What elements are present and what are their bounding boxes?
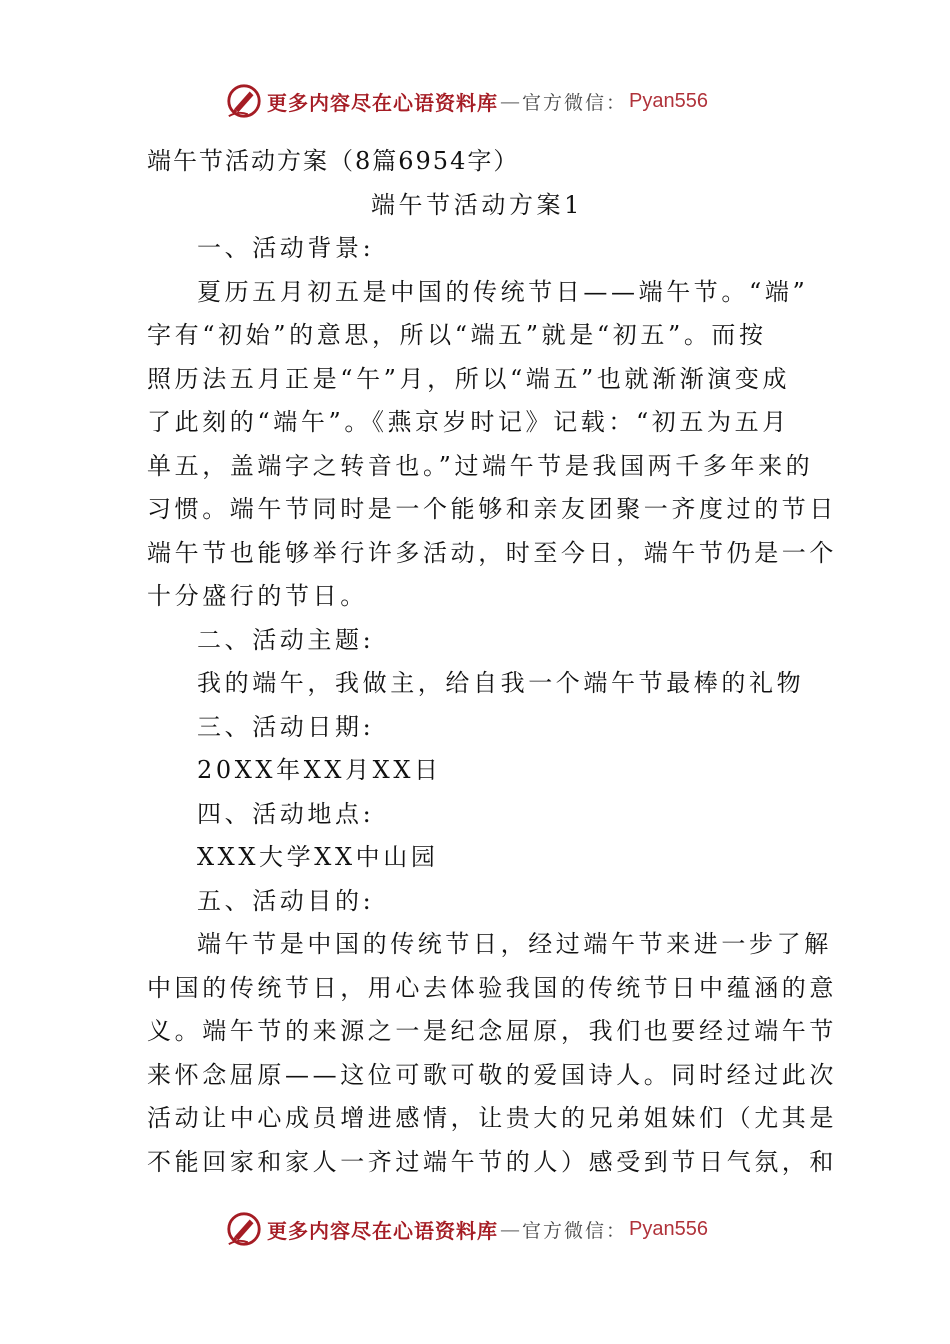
banner-separator: — — [500, 89, 520, 113]
text-line: 不能回家和家人一齐过端午节的人）感受到节日气氛，和 — [147, 1147, 837, 1176]
text-line: 20XX年XX月XX日 — [197, 756, 442, 784]
document-body — [147, 140, 837, 1184]
text-line: 端午节也能够举行许多活动，时至今日，端午节仍是一个 — [147, 538, 837, 567]
document-title: 端午节活动方案（8篇6954字） — [147, 147, 520, 175]
banner-wechat-label: 官方微信： — [522, 1219, 628, 1242]
text-line: 一、活动背景: — [197, 234, 375, 262]
text-line: 习惯。端午节同时是一个能够和亲友团聚一齐度过的节日 — [147, 495, 837, 523]
text-line: 二、活动主题: — [197, 625, 375, 654]
text-line: 中国的传统节日，用心去体验我国的传统节日中蕴涵的意 — [147, 973, 837, 1002]
header-banner — [225, 79, 708, 123]
text-line: 四、活动地点: — [197, 799, 375, 828]
text-line: 照历法五月正是“午”月，所以“端五”也就渐渐演变成 — [147, 364, 791, 393]
text-line: 三、活动日期: — [197, 712, 375, 741]
text-line: 单五，盖端字之转音也。”过端午节是我国两千多年来的 — [147, 451, 814, 480]
text-line: 端午节是中国的传统节日，经过端午节来进一步了解 — [197, 930, 832, 958]
banner-separator: — — [500, 1217, 520, 1241]
banner-slogan: 更多内容尽在心语资料库 — [267, 1218, 498, 1243]
text-line: 来怀念屈原——这位可歌可敬的爱国诗人。同时经过此次 — [147, 1060, 837, 1089]
text-line: 十分盛行的节日。 — [147, 582, 368, 610]
footer-banner — [225, 1207, 708, 1251]
banner-wechat-label: 官方微信： — [522, 91, 628, 114]
text-line: 活动让中心成员增进感情，让贵大的兄弟姐妹们（尤其是 — [147, 1104, 837, 1132]
pen-logo-icon — [225, 1210, 263, 1248]
pen-logo-icon — [225, 82, 263, 120]
text-line: 五、活动目的: — [197, 886, 375, 915]
banner-slogan: 更多内容尽在心语资料库 — [267, 90, 498, 115]
text-line: 我的端午，我做主，给自我一个端午节最棒的礼物 — [197, 669, 805, 697]
text-line: 了此刻的“端午”。《燕京岁时记》记载：“初五为五月 — [147, 408, 790, 436]
text-line: XXX大学XX中山园 — [197, 843, 439, 871]
text-line: 义。端午节的来源之一是纪念屈原，我们也要经过端午节 — [147, 1017, 837, 1045]
banner-wechat-id: Pyan556 — [629, 1217, 708, 1240]
banner-wechat-id: Pyan556 — [629, 89, 708, 112]
text-line: 夏历五月初五是中国的传统节日——端午节。“端” — [197, 277, 809, 306]
section-title: 端午节活动方案1 — [370, 190, 584, 219]
document-lines — [147, 227, 837, 1184]
text-line: 字有“初始”的意思，所以“端五”就是“初五”。而按 — [147, 321, 767, 349]
